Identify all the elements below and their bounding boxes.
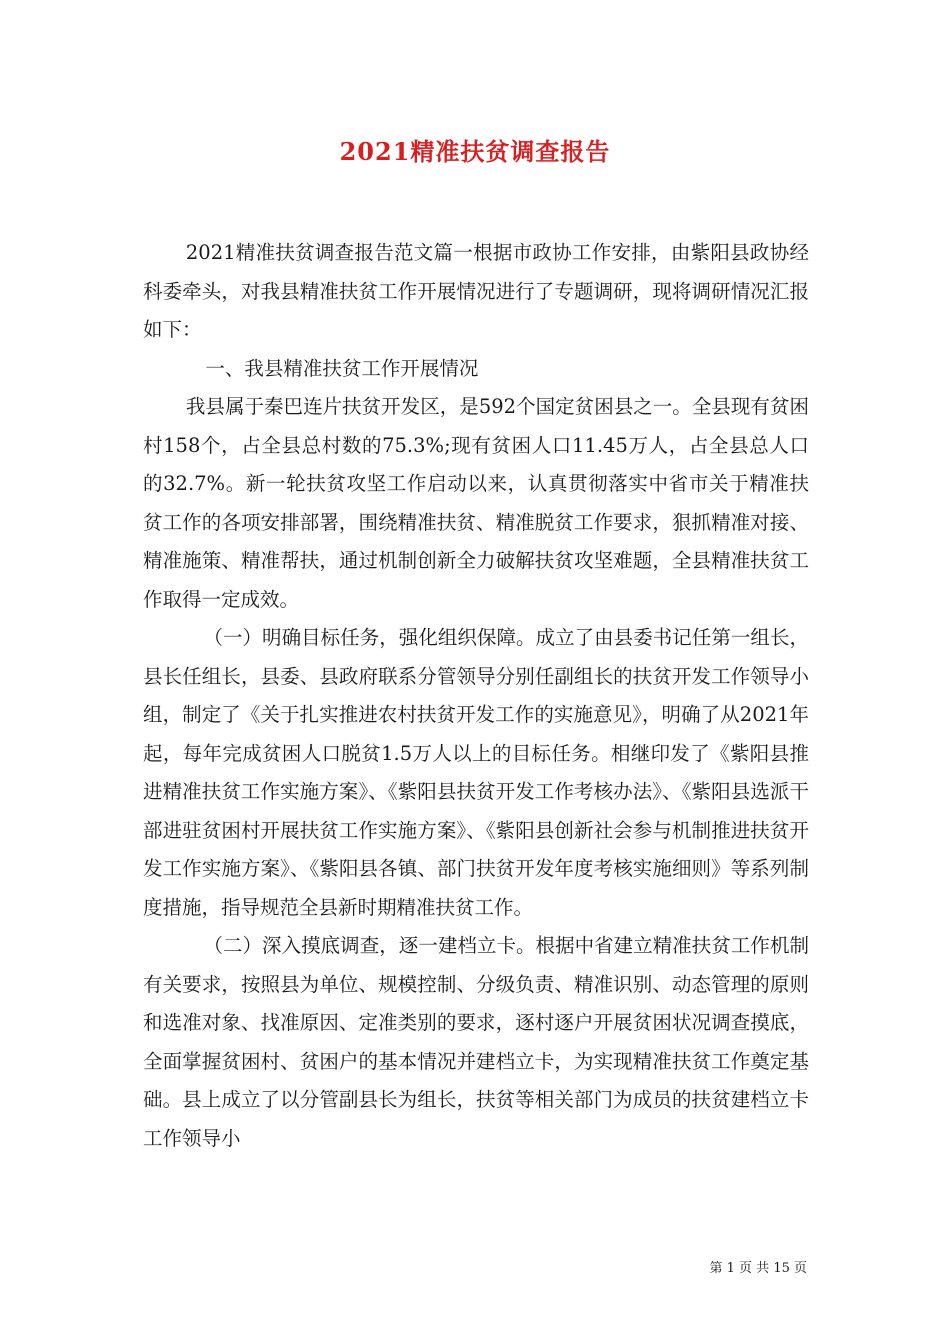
paragraph-subsection-2: （二）深入摸底调查，逐一建档立卡。根据中省建立精准扶贫工作机制有关要求，按照县为单位、规模控制、分级负责、精准识别、动态管理的原则和选准对象、找准原因、定准类别的要求，逐村逐户开展贫困状况调查摸底，全面掌握贫困村、贫困户的基本情况并建档立卡，为实现精准扶贫工作奠定基础。县上成立了以分管副县长为组长，扶贫等相关部门为成员的扶贫建档立卡工作领导小 [143,934,809,1150]
document-body [143,234,809,1158]
paragraph-subsection-1: （一）明确目标任务，强化组织保障。成立了由县委书记任第一组长，县长任组长，县委、县政府联系分管领导分别任副组长的扶贫开发工作领导小组，制定了《关于扎实推进农村扶贫开发工作的实施意见》，明确了从2021年起，每年完成贫困人口脱贫1.5万人以上的目标任务。相继印发了《紫阳县推进精准扶贫工作实施方案》、《紫阳县扶贫开发工作考核办法》、《紫阳县选派干部进驻贫困村开展扶贫工作实施方案》、《紫阳县创新社会参与机制推进扶贫开发工作实施方案》、《紫阳县各镇、部门扶贫开发年度考核实施细则》等系列制度措施，指导规范全县新时期精准扶贫工作。 [143,626,809,919]
paragraph-intro: 2021精准扶贫调查报告范文篇一根据市政协工作安排，由紫阳县政协经科委牵头，对我县精准扶贫工作开展情况进行了专题调研，现将调研情况汇报如下： [143,241,809,341]
paragraph-overview: 我县属于秦巴连片扶贫开发区，是592个国定贫困县之一。全县现有贫困村158个，占全县总村数的75.3%;现有贫困人口11.45万人，占全县总人口的32.7%。新一轮扶贫攻坚工作启动以来，认真贯彻落实中省市关于精准扶贫工作的各项安排部署，围绕精准扶贫、精准脱贫工作要求，狠抓精准对接、精准施策、精准帮扶，通过机制创新全力破解扶贫攻坚难题，全县精准扶贫工作取得一定成效。 [143,395,809,611]
section-heading: 一、我县精准扶贫工作开展情况 [205,356,479,380]
page-number-footer: 第 1 页 共 15 页 [709,1261,807,1276]
document-title: 2021精准扶贫调查报告 [339,137,611,166]
